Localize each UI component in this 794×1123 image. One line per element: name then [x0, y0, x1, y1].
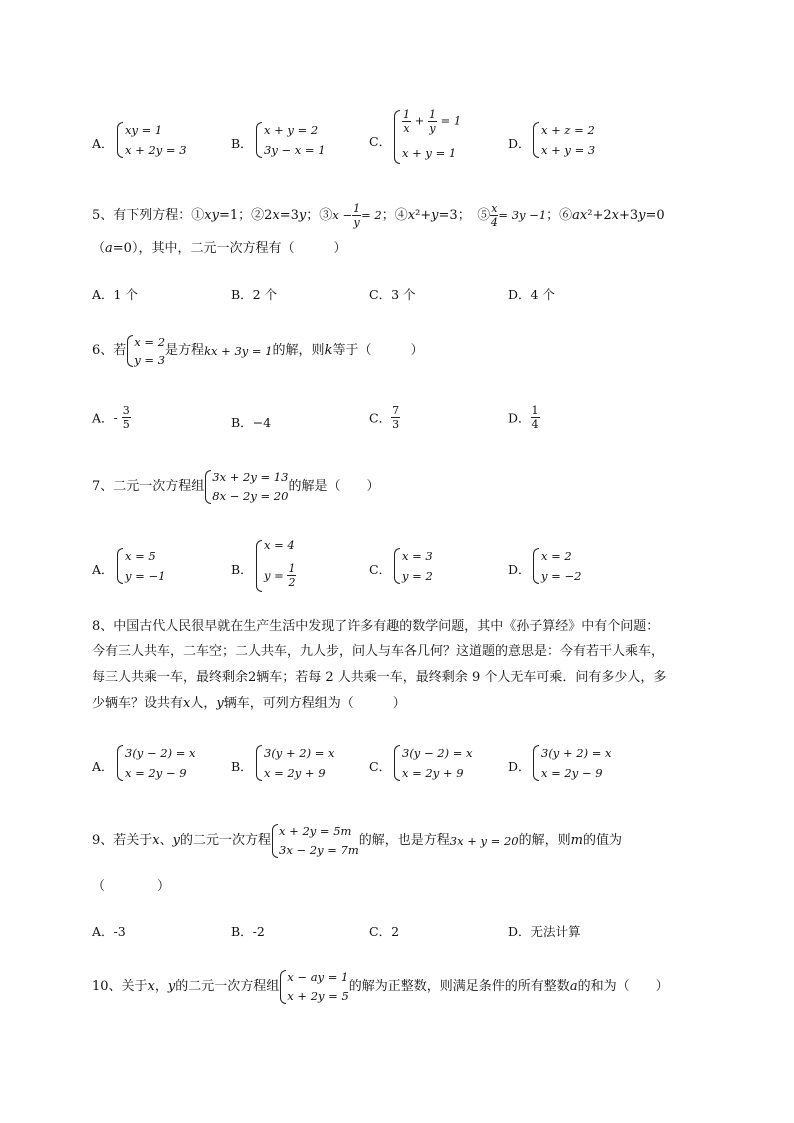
q6-option-a: A．- $\frac{3}{5}$	[92, 404, 130, 431]
question-8-line3: 每三人共乘一车，最终剩余2辆车；若每 2 人共乘一车，最终剩余 9 个人无车可乘．问有多少人，多	[92, 670, 667, 685]
equation-system: x − ay = 1 x + 2y = 5	[279, 968, 349, 1006]
equation-system: x = 3 y = 2	[393, 546, 433, 586]
q4-option-c	[369, 108, 462, 166]
question-5-line2: （a=0），其中，二元一次方程有（ ）	[92, 241, 347, 256]
fraction: $\frac{7}{3}$	[392, 404, 400, 431]
equation-row: x + z = 2	[541, 123, 595, 137]
equation-system	[393, 108, 472, 166]
q9-option-b: B．-2	[231, 924, 265, 939]
fraction: $\frac{1}{2}$	[288, 562, 296, 589]
q7-option-a	[92, 546, 166, 586]
equation-row: $\frac{1}{x}$ + $\frac{1}{y}$ = 1	[403, 108, 462, 135]
equation-system: x = 5 y = −1	[116, 546, 165, 586]
q4-option-b	[231, 120, 326, 160]
equation-row: x + 2y = 3	[125, 143, 187, 157]
q7-option-b	[231, 538, 300, 594]
q5-option-c: C．3 个	[369, 287, 416, 302]
question-8-line2: 今有三人共车，二车空；二人共车，九人步，问人与车各几何？这道题的意思是：今有若干人乘车，	[92, 644, 665, 659]
equation-row: x + y = 3	[541, 143, 596, 157]
q8-option-d	[508, 743, 612, 783]
equation-system: 3(y + 2) = x x = 2y + 9	[255, 743, 334, 783]
question-7: 7、二元一次方程组 3x + 2y = 13 8x − 2y = 20 的解是（ ）	[92, 468, 379, 506]
equation-row: y = $\frac{1}{2}$	[264, 562, 296, 589]
fraction: $\frac{1}{4}$	[531, 404, 539, 431]
q9-option-c: C．2	[369, 924, 400, 939]
fraction: $\frac{1}{y}$	[428, 108, 436, 135]
q5-option-b: B．2 个	[231, 287, 278, 302]
option-label: B．	[231, 136, 253, 151]
q8-option-b	[231, 743, 335, 783]
option-label: C．	[369, 759, 392, 774]
fraction: $\frac{1}{x}$	[403, 108, 410, 135]
q4-option-d	[508, 120, 596, 160]
question-10: 10、关于x，y的二元一次方程组 x − ay = 1 x + 2y = 5 的解为正整数，则满足条件的所有整数a的和为（ ）	[92, 968, 669, 1006]
equation-system: x = 2 y = 3	[126, 333, 165, 369]
option-label: A．	[92, 136, 114, 151]
option-label: B．	[231, 759, 253, 774]
q6-option-c: C． $\frac{7}{3}$	[369, 404, 400, 431]
question-8-line4: 少辆车？设共有x人，y辆车，可列方程组为（ ）	[92, 696, 406, 711]
question-9-line2: （ ）	[92, 879, 171, 894]
equation-system: x = 4 y = $\frac{1}{2}$	[255, 538, 324, 594]
q8-option-a	[92, 743, 196, 783]
option-label: A．	[92, 562, 114, 577]
option-label: B．	[231, 562, 253, 577]
q9-option-a: A．-3	[92, 924, 126, 939]
equation-system: x = 2 y = −2	[532, 546, 581, 586]
equation-system	[255, 120, 326, 160]
equation-system: 3(y − 2) = x x = 2y − 9	[116, 743, 195, 783]
q7-option-d	[508, 546, 582, 586]
option-label: C．	[369, 134, 392, 149]
option-label: D．	[508, 562, 531, 577]
q8-option-c	[369, 743, 473, 783]
question-6: 6、若 x = 2 y = 3 是方程kx + 3y = 1的解，则k等于（ ）	[92, 335, 424, 367]
equation-row: 3y − x = 1	[264, 143, 326, 157]
equation-system	[116, 120, 187, 160]
q5-option-d: D．4 个	[508, 287, 555, 302]
option-label: D．	[508, 759, 531, 774]
option-label: D．	[508, 136, 531, 151]
fraction: $\frac{x}{4}$	[490, 202, 498, 229]
equation-system: x + 2y = 5m 3x − 2y = 7m	[271, 822, 359, 860]
option-label: C．	[369, 562, 392, 577]
equation-system	[532, 120, 595, 160]
question-9: 9、若关于x、y的二元一次方程 x + 2y = 5m 3x − 2y = 7m 的解，也是方程3x + y = 20的解，则m的值为	[92, 822, 622, 860]
option-label: A．	[92, 759, 114, 774]
fraction: $\frac{1}{y}$	[353, 202, 361, 229]
q7-option-c	[369, 546, 433, 586]
q4-option-a	[92, 120, 187, 160]
equation-row: x + y = 1	[402, 146, 457, 160]
q9-option-d: D．无法计算	[508, 924, 581, 939]
equation-row: xy = 1	[125, 123, 163, 137]
question-5: 5、有下列方程：①xy=1；②2x=3y；③x − $\frac{1}{y}$ = 2；④x²+y=3； ⑤ $\frac{x}{4}$ = 3y −1；⑥ax²+2x+3y=0	[92, 202, 665, 229]
q6-option-b: B．−4	[231, 415, 272, 430]
q6-option-d: D． $\frac{1}{4}$	[508, 404, 539, 431]
equation-system: 3(y + 2) = x x = 2y − 9	[532, 743, 611, 783]
fraction: $\frac{3}{5}$	[122, 404, 130, 431]
question-8-line1: 8、中国古代人民很早就在生产生活中发现了许多有趣的数学问题，其中《孙子算经》中有个问题：	[92, 619, 660, 634]
equation-system: 3x + 2y = 13 8x − 2y = 20	[204, 468, 288, 506]
q5-option-a: A．1 个	[92, 287, 138, 302]
equation-system: 3(y − 2) = x x = 2y + 9	[393, 743, 472, 783]
equation-row: x + y = 2	[264, 123, 319, 137]
